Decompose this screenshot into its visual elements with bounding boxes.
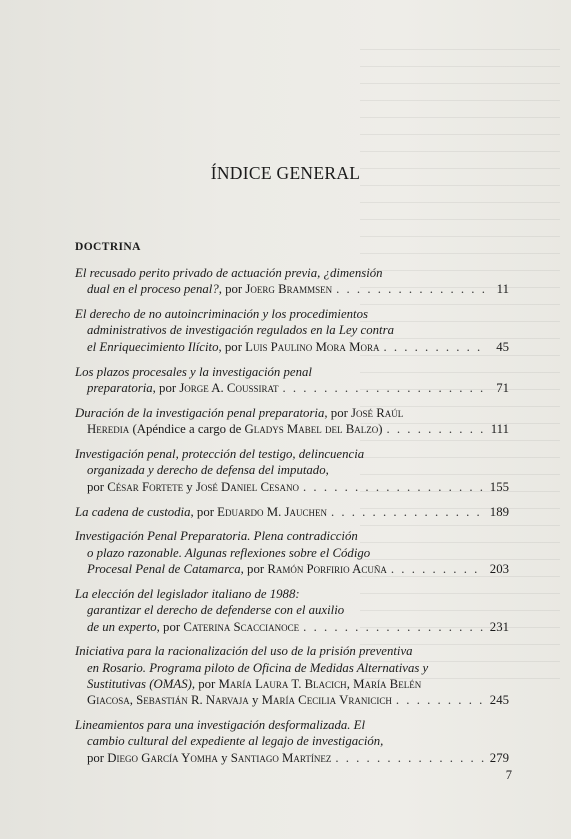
- entry-by: , por: [218, 282, 246, 297]
- entry-title-line: Los plazos procesales y la investigación penal: [75, 364, 312, 379]
- toc-entry[interactable]: [75, 405, 509, 438]
- entry-by: , por: [218, 339, 246, 354]
- leader-dots: [336, 281, 485, 297]
- entry-author: Caterina Scaccianoce: [183, 619, 300, 634]
- entry-and: y: [183, 479, 196, 494]
- entry-final-line: [75, 339, 509, 355]
- entry-page-number: 11: [496, 282, 509, 297]
- entry-author: María Belén: [353, 676, 422, 691]
- entry-note-close: ): [378, 422, 383, 437]
- entry-title: La cadena de custodia: [75, 504, 191, 519]
- entry-title: Duración de la investigación penal preparatoria: [75, 405, 325, 420]
- toc-entry[interactable]: [75, 306, 509, 355]
- entry-title-line: Investigación penal, protección del testigo, delincuencia: [75, 447, 365, 462]
- entry-final-line: [75, 692, 509, 708]
- entry-title-line: el Enriquecimiento Ilícito: [87, 339, 219, 354]
- entry-and: y: [217, 750, 231, 765]
- leader-dots: [303, 479, 485, 495]
- entry-final-line: [75, 561, 509, 577]
- entry-final-line: [75, 380, 509, 396]
- entry-title-line: Procesal Penal de Catamarca: [87, 562, 241, 577]
- entry-final-line: [75, 421, 509, 437]
- entry-page-number: 203: [489, 562, 509, 577]
- entry-title-line: preparatoria: [87, 380, 153, 395]
- toc-entry[interactable]: [75, 265, 509, 298]
- entry-by: , por: [156, 619, 184, 634]
- leader-dots: [396, 692, 485, 708]
- entry-and: y: [248, 693, 262, 708]
- entry-title-line: de un experto: [87, 619, 157, 634]
- entry-author: Giacosa: [87, 693, 130, 708]
- entry-page-number: 279: [489, 750, 509, 765]
- entry-author: Gladys Mabel del Balzo: [244, 422, 379, 437]
- entry-author: Joerg Brammsen: [245, 282, 333, 297]
- toc-entry[interactable]: [75, 528, 509, 577]
- page-title: ÍNDICE GENERAL: [210, 163, 361, 183]
- entry-comma: ,: [346, 676, 354, 691]
- entry-final-line: [75, 479, 509, 495]
- entry-title-line: cambio cultural del expediente al legajo de investigación,: [87, 734, 384, 749]
- entry-author: Santiago Martínez: [230, 750, 332, 765]
- entry-author: César Fortete: [107, 479, 184, 494]
- entry-note: (Apéndice a cargo de: [129, 422, 245, 437]
- entry-by: por: [87, 750, 108, 765]
- entry-title-line: garantizar el derecho de defenderse con el auxilio: [87, 603, 345, 618]
- entry-title-line: organizada y derecho de defensa del imputado,: [87, 463, 329, 478]
- entry-by: , por: [240, 562, 268, 577]
- entry-title-line: La elección del legislador italiano de 1988:: [75, 586, 300, 601]
- leader-dots: [335, 750, 485, 766]
- leader-dots: [303, 619, 485, 635]
- leader-dots: [282, 380, 485, 396]
- section-heading: DOCTRINA: [75, 241, 141, 253]
- entry-title-line: El derecho de no autoincriminación y los procedimientos: [75, 307, 368, 322]
- entry-comma: ,: [129, 693, 137, 708]
- entry-page-number: 111: [490, 422, 509, 437]
- toc-entry[interactable]: [75, 504, 509, 520]
- entry-page-number: 189: [489, 504, 509, 519]
- toc-entry[interactable]: [75, 586, 509, 635]
- entry-page-number: 71: [496, 380, 509, 395]
- leader-dots: [331, 504, 485, 520]
- entry-by: , por: [190, 504, 218, 519]
- entry-author: José Raúl: [351, 405, 404, 420]
- leader-dots: [391, 561, 485, 577]
- entry-title-line: en Rosario. Programa piloto de Oficina de Medidas Alternativas y: [87, 660, 429, 675]
- toc-entry[interactable]: [75, 446, 509, 495]
- entry-page-number: 45: [496, 339, 509, 354]
- entry-author: María Cecilia Vranicich: [261, 693, 392, 708]
- entry-page-number: 231: [489, 619, 509, 634]
- page-number: 7: [505, 768, 512, 782]
- entry-author: José Daniel Cesano: [195, 479, 300, 494]
- entry-final-line: [75, 750, 509, 766]
- entry-title-line: dual en el proceso penal?: [87, 282, 219, 297]
- entry-author: Sebastián R. Narvaja: [136, 693, 249, 708]
- entry-title: Sustitutivas (OMAS): [87, 676, 192, 691]
- toc-entry[interactable]: [75, 364, 509, 397]
- toc-entry[interactable]: [75, 717, 509, 766]
- entry-author: Ramón Porfirio Acuña: [267, 562, 387, 577]
- entry-final-line: [75, 281, 509, 297]
- entry-by: , por: [191, 676, 219, 691]
- entry-author: Heredia: [87, 422, 130, 437]
- table-of-contents: [75, 265, 509, 775]
- entry-page-number: 155: [489, 479, 509, 494]
- entry-title-line: [75, 405, 509, 421]
- entry-title-line: Investigación Penal Preparatoria. Plena contradicción: [75, 529, 358, 544]
- entry-title-line: o plazo razonable. Algunas reflexiones sobre el Código: [87, 545, 371, 560]
- entry-author: Luis Paulino Mora Mora: [245, 339, 380, 354]
- entry-page-number: 245: [489, 693, 509, 708]
- entry-final-line: [75, 504, 509, 520]
- entry-title-line: Lineamientos para una investigación desformalizada. El: [75, 718, 366, 733]
- toc-entry[interactable]: [75, 643, 509, 708]
- entry-author: Jorge A. Coussirat: [179, 380, 279, 395]
- entry-title-line: administrativos de investigación regulados en la Ley contra: [87, 323, 394, 338]
- leader-dots: [383, 339, 485, 355]
- entry-by: , por: [324, 405, 352, 420]
- entry-author: María Laura T. Blacich: [218, 676, 347, 691]
- entry-by: por: [87, 479, 108, 494]
- entry-final-line: [75, 619, 509, 635]
- entry-title-line: Iniciativa para la racionalización del uso de la prisión preventiva: [75, 644, 413, 659]
- leader-dots: [387, 421, 486, 437]
- entry-title-line: [75, 676, 509, 692]
- entry-by: , por: [152, 380, 180, 395]
- entry-author: Diego García Yomha: [107, 750, 218, 765]
- entry-author: Eduardo M. Jauchen: [217, 504, 327, 519]
- entry-title-line: El recusado perito privado de actuación previa, ¿dimensión: [75, 266, 383, 280]
